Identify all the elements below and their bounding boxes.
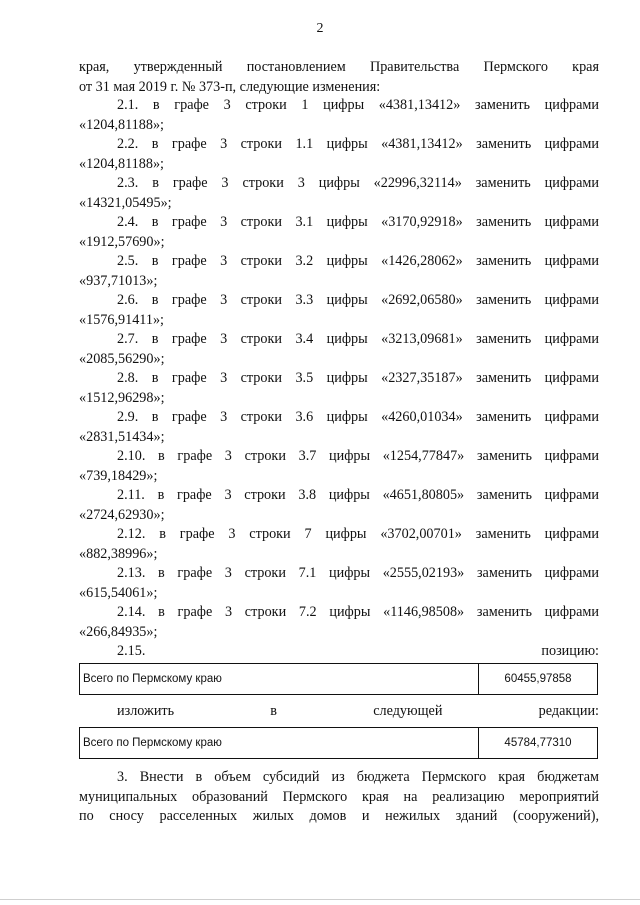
amendment-item-2-5 (79, 252, 599, 291)
page-number: 2 (316, 21, 324, 36)
amendment-item-2-11 (79, 486, 599, 525)
amendment-text: 2.14. в графе 3 строки 7.2 цифры «1146,98508» заменить цифрами (117, 604, 599, 620)
section-3-line-2: муниципальных образований Пермского края на реализацию мероприятий (79, 788, 599, 805)
amendment-new-value: «1204,81188»; (79, 116, 164, 133)
amendment-new-value: «882,38996»; (79, 545, 158, 562)
table-value-cell: 45784,77310 (504, 737, 572, 749)
amendment-text: 2.11. в графе 3 строки 3.8 цифры «4651,80805» заменить цифрами (117, 487, 599, 503)
amendment-new-value: «739,18429»; (79, 467, 158, 484)
intro-paragraph (79, 58, 599, 97)
amendment-text: 2.4. в графе 3 строки 3.1 цифры «3170,92918» заменить цифрами (117, 214, 599, 230)
new-position-table (79, 727, 598, 759)
amendment-item-2-9 (79, 408, 599, 447)
amendment-item-2-7 (79, 330, 599, 369)
amendment-item-2-10 (79, 447, 599, 486)
table-value-cell: 60455,97858 (504, 673, 572, 685)
section-3-line-1: 3. Внести в объем субсидий из бюджета Пермского края бюджетам (117, 769, 599, 785)
amendment-new-value: «2085,56290»; (79, 350, 165, 367)
amendment-text: 2.5. в графе 3 строки 3.2 цифры «1426,28062» заменить цифрами (117, 253, 599, 269)
amendment-item-2-6 (79, 291, 599, 330)
amendment-text: 2.13. в графе 3 строки 7.1 цифры «2555,02193» заменить цифрами (117, 565, 599, 581)
amendment-text: 2.1. в графе 3 строки 1 цифры «4381,13412» заменить цифрами (117, 97, 599, 113)
table-label-cell: Всего по Пермскому краю (80, 728, 479, 758)
amendment-item-2-4 (79, 213, 599, 252)
amendment-new-value: «937,71013»; (79, 272, 158, 289)
amendment-text: 2.15. позицию: (117, 643, 599, 659)
table-label-cell: Всего по Пермскому краю (80, 664, 479, 694)
amendment-item-2-13 (79, 564, 599, 603)
amendment-text: 2.3. в графе 3 строки 3 цифры «22996,32114» заменить цифрами (117, 175, 599, 191)
amendment-new-value: «14321,05495»; (79, 194, 172, 211)
amendment-text: 2.10. в графе 3 строки 3.7 цифры «1254,77847» заменить цифрами (117, 448, 599, 464)
amendment-new-value: «1576,91411»; (79, 311, 164, 328)
amendment-text: 2.8. в графе 3 строки 3.5 цифры «2327,35187» заменить цифрами (117, 370, 599, 386)
amendment-text: 2.6. в графе 3 строки 3.3 цифры «2692,06580» заменить цифрами (117, 292, 599, 308)
amendment-item-2-14 (79, 603, 599, 642)
amendment-item-2-1 (79, 96, 599, 135)
intro-line-2: от 31 мая 2019 г. № 373-п, следующие изменения: (79, 78, 381, 95)
replace-instruction (79, 702, 599, 722)
amendment-new-value: «2724,62930»; (79, 506, 165, 523)
amendment-text: 2.9. в графе 3 строки 3.6 цифры «4260,01034» заменить цифрами (117, 409, 599, 425)
old-position-table (79, 663, 598, 695)
replace-text: изложить в следующей редакции: (117, 703, 599, 719)
section-3-line-3: по сносу расселенных жилых домов и нежилых зданий (сооружений), (79, 808, 599, 825)
amendment-new-value: «266,84935»; (79, 623, 158, 640)
section-3-paragraph (79, 768, 599, 827)
intro-line-1: края, утвержденный постановлением Правительства Пермского края (79, 59, 599, 75)
amendment-new-value: «2831,51434»; (79, 428, 165, 445)
amendment-text: 2.2. в графе 3 строки 1.1 цифры «4381,13412» заменить цифрами (117, 136, 599, 152)
amendment-new-value: «1912,57690»; (79, 233, 165, 250)
amendment-item-2-8 (79, 369, 599, 408)
amendment-text: 2.12. в графе 3 строки 7 цифры «3702,00701» заменить цифрами (117, 526, 599, 542)
amendment-new-value: «615,54061»; (79, 584, 158, 601)
amendment-item-2-3 (79, 174, 599, 213)
amendment-text: 2.7. в графе 3 строки 3.4 цифры «3213,09681» заменить цифрами (117, 331, 599, 347)
scan-edge-divider (0, 899, 640, 900)
amendment-new-value: «1512,96298»; (79, 389, 165, 406)
amendment-item-2-2 (79, 135, 599, 174)
amendment-item-2-15 (79, 642, 599, 662)
amendment-new-value: «1204,81188»; (79, 155, 164, 172)
amendment-item-2-12 (79, 525, 599, 564)
